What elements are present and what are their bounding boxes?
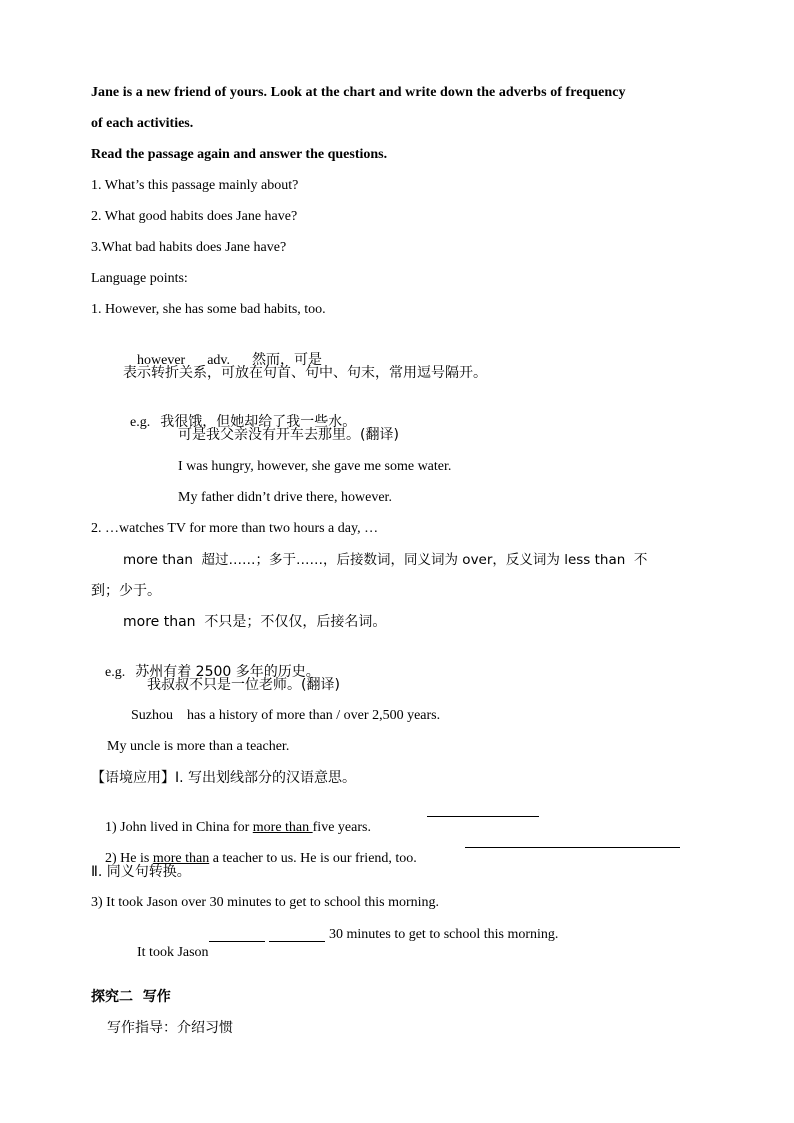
question-3: 3.What bad habits does Jane have? [91, 240, 287, 255]
application-q3-rewrite [123, 926, 209, 980]
point-2-line-3: more than 不只是；不仅仅，后接名词。 [123, 614, 387, 630]
intro-line-1: Jane is a new friend of yours. Look at the chart and write down the adverbs of frequency [91, 85, 626, 100]
point-2-line-2: 到；少于。 [91, 583, 161, 599]
q1-underlined: more than [252, 820, 313, 835]
point-2-sentence: 2. …watches TV for more than two hours a day, … [91, 521, 379, 536]
point-1-sentence: 1. However, she has some bad habits, too. [91, 302, 326, 317]
point-1-meaning: 然而，可是 [252, 352, 323, 368]
eg-label: e.g. [130, 415, 151, 430]
language-points-heading: Language points: [91, 271, 188, 286]
application-section-2: Ⅱ. 同义句转换。 [91, 864, 191, 880]
example-cn-3: 苏州有着 2500 多年的历史。 [135, 664, 320, 680]
point-1-example-3: I was hungry, however, she gave me some water. [178, 459, 452, 474]
point-1-example-2: 可是我父亲没有开车去那里。(翻译) [178, 427, 399, 443]
q1-text-post: five years. [312, 820, 371, 835]
point-1-example-4: My father didn’t drive there, however. [178, 490, 392, 505]
point-1-usage: 表示转折关系，可放在句首、句中、句末，常用逗号隔开。 [123, 365, 487, 381]
q1-answer-blank[interactable] [427, 816, 539, 817]
q2-text-pre: 2) He is [105, 851, 153, 866]
application-heading: 【语境应用】Ⅰ. 写出划线部分的汉语意思。 [91, 770, 357, 786]
point-2-example-2: 我叔叔不只是一位老师。(翻译) [147, 677, 340, 693]
question-1: 1. What’s this passage mainly about? [91, 178, 299, 193]
point-1-pos: adv. [207, 353, 231, 368]
application-q3: 3) It took Jason over 30 minutes to get to school this morning. [91, 895, 440, 910]
question-2: 2. What good habits does Jane have? [91, 209, 298, 224]
q3b-text-pre: It took Jason [137, 945, 209, 960]
point-2-example-4: My uncle is more than a teacher. [107, 739, 290, 754]
q2-answer-blank[interactable] [465, 847, 680, 848]
q3-blank-2[interactable] [269, 941, 325, 942]
writing-guide: 写作指导：介绍习惯 [107, 1020, 233, 1036]
application-q3-rewrite-post: 30 minutes to get to school this morning. [329, 927, 559, 942]
q1-text-pre: 1) John lived in China for [105, 820, 253, 835]
read-heading: Read the passage again and answer the questions. [91, 147, 388, 162]
q2-text-post: a teacher to us. He is our friend, too. [209, 851, 417, 866]
point-2-example-3: Suzhou has a history of more than / over 2,500 years. [131, 708, 441, 723]
writing-heading: 探究二 写作 [91, 989, 171, 1005]
eg-label-2: e.g. [105, 665, 126, 680]
example-cn-1: 我很饿，但她却给了我一些水。 [160, 414, 357, 430]
intro-line-2: of each activities. [91, 116, 194, 131]
q3-blank-1[interactable] [209, 941, 265, 942]
point-2-line-1: more than 超过……；多于……，后接数词，同义词为 over，反义词为 less than 不 [123, 552, 648, 568]
point-1-term: however [137, 353, 186, 368]
q2-underlined: more than [152, 851, 210, 866]
